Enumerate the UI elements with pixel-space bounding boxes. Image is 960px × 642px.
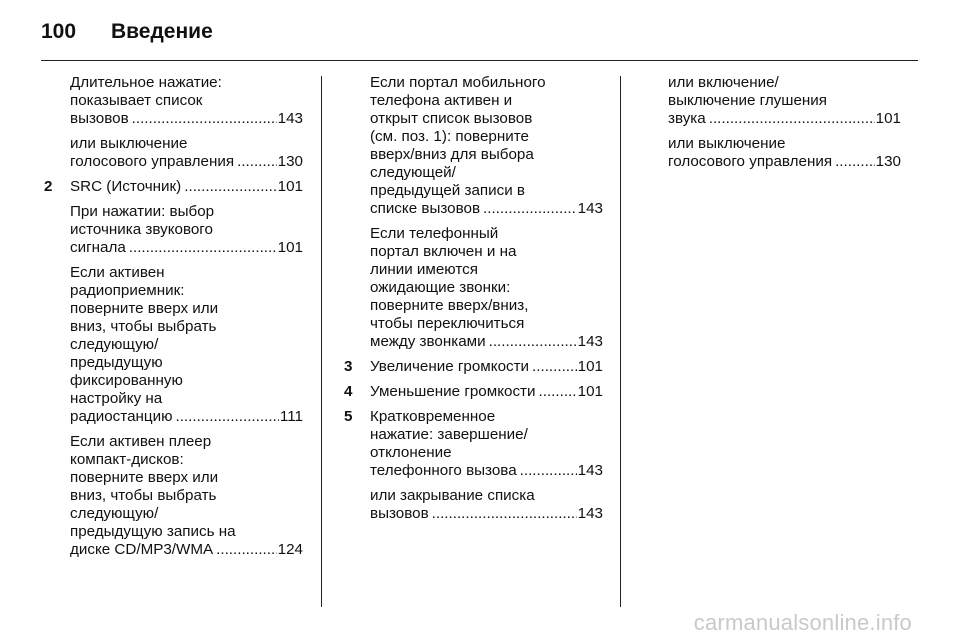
entry-text-line: вызовов xyxy=(70,110,129,127)
leader-dots xyxy=(216,541,277,559)
page-reference: 101 xyxy=(277,239,303,256)
entry-text-line: телефонного вызова xyxy=(370,462,517,479)
page-reference: 101 xyxy=(875,110,901,127)
index-entry xyxy=(70,264,303,426)
entry-text-line: вверх/вниз для выбора xyxy=(370,146,534,163)
page-reference: 124 xyxy=(277,541,303,558)
entry-text-line: вниз, чтобы выбрать xyxy=(70,487,217,504)
entry-text-line: Длительное нажатие: xyxy=(70,74,222,91)
page-header xyxy=(41,20,213,46)
index-entry xyxy=(70,203,303,257)
entry-reference-line xyxy=(370,462,603,480)
page-reference: 143 xyxy=(577,333,603,350)
entry-reference-line xyxy=(370,383,603,401)
entry-text-line: SRC (Источник) xyxy=(70,178,182,195)
entry-reference-line xyxy=(370,333,603,351)
entry-reference-line xyxy=(70,239,303,257)
entry-text-line: Кратковременное xyxy=(370,408,496,425)
entry-text-line: открыт список вызовов xyxy=(370,110,533,127)
page-reference: 101 xyxy=(577,383,603,400)
leader-dots xyxy=(129,239,277,257)
leader-dots xyxy=(175,408,278,426)
entry-reference-line xyxy=(70,178,303,196)
page-reference: 130 xyxy=(277,153,303,170)
entry-reference-line xyxy=(668,110,901,128)
entry-text-line: чтобы переключиться xyxy=(370,315,525,332)
entry-text-line: звука xyxy=(668,110,706,127)
entry-text-line: фиксированную xyxy=(70,372,183,389)
entry-text-line: Если активен плеер xyxy=(70,433,212,450)
index-entry xyxy=(44,178,303,196)
entry-text-line: диске CD/MP3/WMA xyxy=(70,541,214,558)
entry-text-line: выключение глушения xyxy=(668,92,828,109)
entry-text-line: Увеличение громкости xyxy=(370,358,530,375)
entry-text-line: Если активен xyxy=(70,264,165,281)
entry-reference-line xyxy=(70,153,303,171)
leader-dots xyxy=(520,462,577,480)
column-3 xyxy=(668,74,901,178)
column-2 xyxy=(344,74,603,530)
entry-text-line: При нажатии: выбор xyxy=(70,203,215,220)
entry-reference-line xyxy=(70,541,303,559)
watermark: carmanualsonline.info xyxy=(693,610,912,635)
entry-reference-line xyxy=(370,200,603,218)
entry-text-line: голосового управления xyxy=(70,153,235,170)
entry-text-line: ожидающие звонки: xyxy=(370,279,511,296)
index-entry xyxy=(668,74,901,128)
leader-dots xyxy=(184,178,276,196)
entry-text-line: или выключение xyxy=(668,135,786,152)
leader-dots xyxy=(483,200,577,218)
entry-text-line: списке вызовов xyxy=(370,200,481,217)
page-reference: 143 xyxy=(577,505,603,522)
entry-text-line: телефона активен и xyxy=(370,92,513,109)
index-entry xyxy=(70,74,303,128)
page-reference: 143 xyxy=(277,110,303,127)
index-entry xyxy=(344,383,603,401)
item-number: 3 xyxy=(344,358,353,375)
entry-text-line: вниз, чтобы выбрать xyxy=(70,318,217,335)
entry-text-line: поверните вверх или xyxy=(70,469,219,486)
leader-dots xyxy=(432,505,577,523)
entry-text-line: или включение/ xyxy=(668,74,779,91)
leader-dots xyxy=(532,358,577,376)
entry-text-line: источника звукового xyxy=(70,221,213,238)
entry-text-line: настройку на xyxy=(70,390,163,407)
entry-text-line: следующую/ xyxy=(70,336,159,353)
column-divider-1 xyxy=(321,76,322,607)
entry-reference-line xyxy=(70,110,303,128)
entry-text-line: портал включен и на xyxy=(370,243,517,260)
entry-text-line: предыдущую запись на xyxy=(70,523,236,540)
index-entry xyxy=(70,135,303,171)
page-reference: 143 xyxy=(577,462,603,479)
entry-text-line: сигнала xyxy=(70,239,126,256)
item-number: 2 xyxy=(44,178,53,195)
item-number: 5 xyxy=(344,408,353,425)
leader-dots xyxy=(237,153,277,171)
index-entry xyxy=(70,433,303,559)
entry-text-line: вызовов xyxy=(370,505,429,522)
page-number: 100 xyxy=(41,20,77,43)
entry-text-line: линии имеются xyxy=(370,261,478,278)
entry-text-line: между звонками xyxy=(370,333,486,350)
entry-text-line: отклонение xyxy=(370,444,452,461)
entry-text-line: поверните вверх/вниз, xyxy=(370,297,529,314)
index-entry xyxy=(370,487,603,523)
entry-reference-line xyxy=(370,358,603,376)
leader-dots xyxy=(709,110,875,128)
page-reference: 101 xyxy=(277,178,303,195)
leader-dots xyxy=(132,110,277,128)
entry-text-line: радиостанцию xyxy=(70,408,173,425)
index-entry xyxy=(370,74,603,218)
entry-text-line: следующую/ xyxy=(70,505,159,522)
entry-text-line: голосового управления xyxy=(668,153,833,170)
item-number: 4 xyxy=(344,383,353,400)
page-reference: 130 xyxy=(875,153,901,170)
page-reference: 111 xyxy=(279,408,303,425)
page-reference: 101 xyxy=(577,358,603,375)
entry-text-line: Если телефонный xyxy=(370,225,499,242)
entry-text-line: предыдущей записи в xyxy=(370,182,525,199)
entry-text-line: (см. поз. 1): поверните xyxy=(370,128,529,145)
entry-reference-line xyxy=(668,153,901,171)
section-title: Введение xyxy=(111,20,213,43)
leader-dots xyxy=(539,383,577,401)
entry-text-line: нажатие: завершение/ xyxy=(370,426,528,443)
entry-text-line: Уменьшение громкости xyxy=(370,383,536,400)
entry-reference-line xyxy=(370,505,603,523)
leader-dots xyxy=(835,153,875,171)
entry-text-line: следующей/ xyxy=(370,164,456,181)
header-rule xyxy=(41,60,918,61)
entry-text-line: компакт-дисков: xyxy=(70,451,184,468)
index-entry xyxy=(344,358,603,376)
entry-text-line: радиоприемник: xyxy=(70,282,185,299)
entry-text-line: показывает список xyxy=(70,92,203,109)
leader-dots xyxy=(489,333,577,351)
entry-reference-line xyxy=(70,408,303,426)
index-entry xyxy=(668,135,901,171)
column-divider-2 xyxy=(620,76,621,607)
column-1 xyxy=(44,74,303,566)
entry-text-line: Если портал мобильного xyxy=(370,74,546,91)
entry-text-line: поверните вверх или xyxy=(70,300,219,317)
index-entry xyxy=(370,225,603,351)
entry-text-line: или закрывание списка xyxy=(370,487,535,504)
entry-text-line: или выключение xyxy=(70,135,188,152)
page-reference: 143 xyxy=(577,200,603,217)
index-entry xyxy=(344,408,603,480)
entry-text-line: предыдущую xyxy=(70,354,163,371)
